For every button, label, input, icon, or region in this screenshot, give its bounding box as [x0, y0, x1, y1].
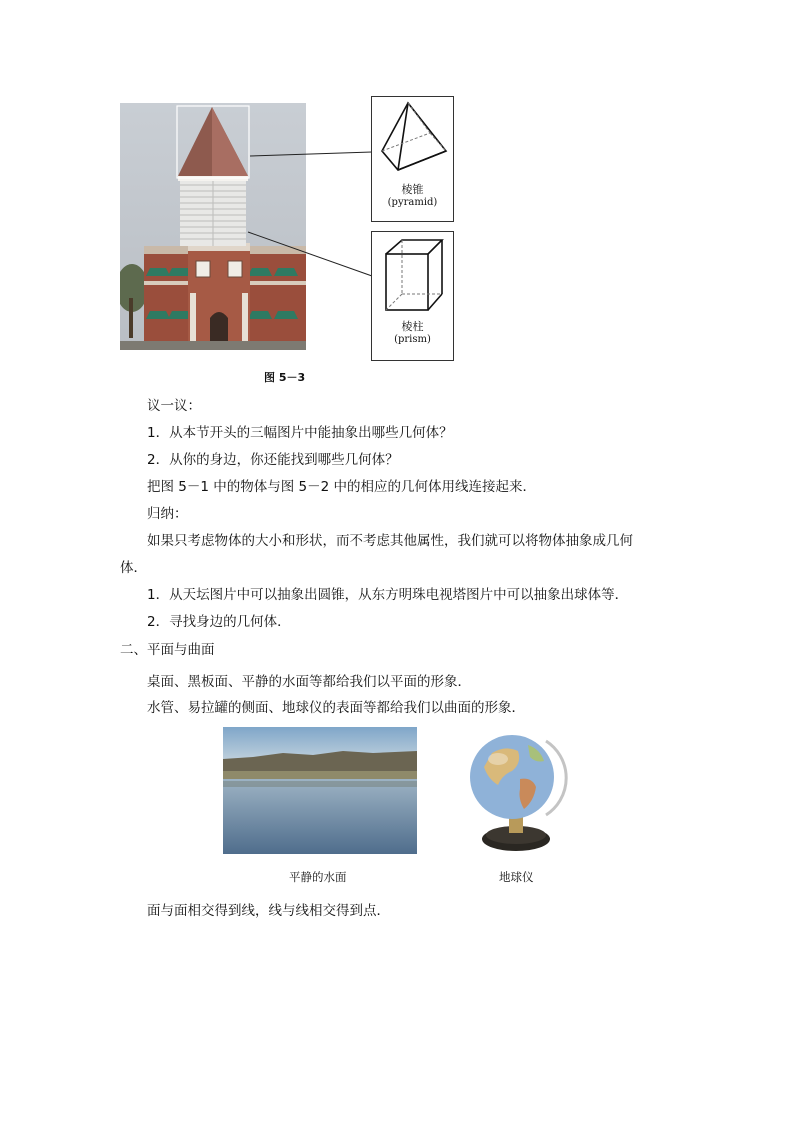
pyramid-label-zh: 棱锥	[401, 183, 424, 196]
pyramid-label-en: (pyramid)	[387, 197, 438, 208]
summary-heading: 归纳：	[147, 506, 188, 522]
pyramid-figure	[371, 96, 454, 222]
prism-figure	[371, 231, 454, 361]
discussion-q2: 2．从你的身边，你还能找到哪些几何体？	[147, 452, 399, 468]
discussion-heading: 议一议：	[147, 398, 201, 414]
discussion-q1: 1．从本节开头的三幅图片中能抽象出哪些几何体？	[147, 425, 453, 441]
prism-icon	[378, 236, 448, 312]
section2-title: 二、平面与曲面	[120, 642, 215, 658]
prism-label-zh: 棱柱	[401, 320, 424, 333]
summary-paragraph-line2: 体．	[120, 560, 147, 576]
connector-lines	[240, 140, 375, 280]
summary-paragraph-line1: 如果只考虑物体的大小和形状，而不考虑其他属性，我们就可以将物体抽象成几何	[147, 533, 633, 549]
figure-caption: 图 5－3	[264, 371, 306, 384]
calm-water-caption: 平静的水面	[289, 870, 347, 884]
globe-photo	[462, 727, 570, 857]
summary-item1: 1．从天坛图片中可以抽象出圆锥，从东方明珠电视塔图片中可以抽象出球体等．	[147, 587, 629, 603]
pyramid-icon	[374, 99, 450, 175]
prism-label-en: (prism)	[394, 334, 431, 345]
discussion-instruction: 把图 5－1 中的物体与图 5－2 中的相应的几何体用线连接起来．	[147, 479, 537, 495]
section2-line1: 桌面、黑板面、平静的水面等都给我们以平面的形象．	[147, 674, 471, 690]
globe-caption: 地球仪	[499, 870, 534, 884]
calm-water-photo	[223, 727, 417, 854]
section2-line2: 水管、易拉罐的侧面、地球仪的表面等都给我们以曲面的形象．	[147, 700, 525, 716]
section2-line3: 面与面相交得到线，线与线相交得到点．	[147, 903, 390, 919]
summary-item2: 2．寻找身边的几何体．	[147, 614, 291, 630]
